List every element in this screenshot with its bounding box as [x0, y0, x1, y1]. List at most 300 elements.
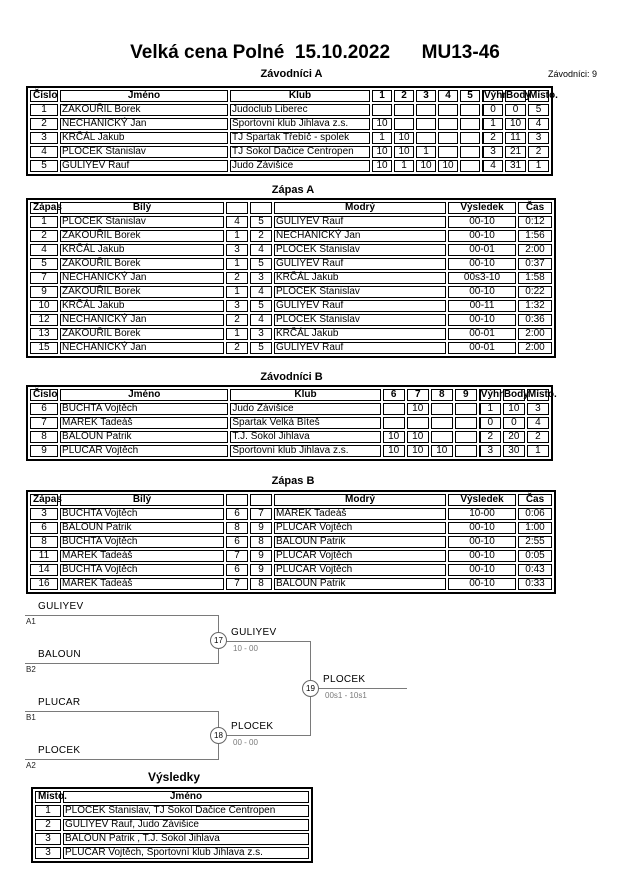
col-header-match-4: 4 [438, 90, 458, 102]
match-row [30, 564, 552, 576]
cell-match-number: 1 [30, 216, 58, 228]
cell-match-number: 11 [30, 550, 58, 562]
match-row [30, 522, 552, 534]
cell-match-score [383, 417, 405, 429]
cell-time: 2:00 [518, 342, 552, 354]
cell-blue-number: 4 [250, 286, 272, 298]
cell-blue-number: 5 [250, 300, 272, 312]
cell-place: 2 [528, 146, 549, 158]
cell-blue-number: 2 [250, 230, 272, 242]
bracket-match-score: 10 - 00 [233, 644, 258, 653]
cell-white-name: ZAKOUŘIL Borek [60, 328, 224, 340]
cell-match-score: 10 [394, 146, 414, 158]
table-header-row [30, 202, 552, 214]
col-header-klub: Klub [230, 90, 370, 102]
bracket-seed: B2 [26, 665, 36, 674]
cell-match-score: 10 [383, 445, 405, 457]
bracket-entrant-name: BALOUN [38, 649, 81, 660]
cell-result: 00-10 [448, 550, 516, 562]
cell-club: T.J. Sokol Jihlava [230, 431, 380, 443]
cell-white-number: 4 [226, 216, 248, 228]
cell-time: 1:56 [518, 230, 552, 242]
cell-wins: 2 [482, 132, 503, 144]
cell-match-number: 6 [30, 522, 58, 534]
cell-match-score: 10 [431, 445, 453, 457]
match-row [30, 300, 552, 312]
bracket-line [317, 688, 407, 689]
col-header-vyhr: Výhr [484, 90, 507, 101]
cell-match-number: 8 [30, 536, 58, 548]
cell-match-number: 2 [30, 230, 58, 242]
cell-blue-number: 9 [250, 550, 272, 562]
cell-number: 5 [30, 160, 58, 172]
bracket-winner-name: PLOCEK [231, 721, 274, 732]
cell-points: 0 [503, 417, 525, 429]
cell-match-score [438, 132, 458, 144]
cell-white-name: ZAKOUŘIL Borek [60, 230, 224, 242]
cell-blue-number: 4 [250, 314, 272, 326]
bracket-seed: A2 [26, 761, 36, 770]
match-row [30, 342, 552, 354]
cell-place: 1 [528, 160, 549, 172]
cell-match-score [455, 403, 477, 415]
section-heading-zapas-b: Zápas B [271, 475, 315, 487]
col-header-modry: Modrý [274, 202, 446, 214]
col-header-jmeno: Jméno [63, 791, 309, 803]
cell-name: ZAKOUŘIL Borek [60, 104, 228, 116]
cell-club: Judoclub Liberec [230, 104, 370, 116]
cell-wins: 0 [479, 417, 501, 429]
cell-time: 2:00 [518, 328, 552, 340]
cell-blue-number: 4 [250, 244, 272, 256]
cell-blue-number: 3 [250, 328, 272, 340]
cell-white-name: NECHANICKÝ Jan [60, 314, 224, 326]
cell-result: 10-00 [448, 508, 516, 520]
match-number-badge: 18 [210, 727, 227, 744]
match-number-badge: 17 [210, 632, 227, 649]
cell-blue-name: PLOCEK Stanislav [274, 286, 446, 298]
page-title: Velká cena Polné 15.10.2022 MU13-46 [130, 42, 500, 63]
match-row [30, 272, 552, 284]
cell-name-club: PLOCEK Stanislav, TJ Sokol Dačice Centropen [63, 805, 309, 817]
cell-blue-number: 3 [250, 272, 272, 284]
cell-time: 0:33 [518, 578, 552, 590]
match-row [30, 244, 552, 256]
cell-name: GULIYEV Rauf [60, 160, 228, 172]
cell-blue-name: PLUCAR Vojtěch [274, 564, 446, 576]
col-header-misto: Místo. [35, 791, 61, 803]
cell-time: 0:12 [518, 216, 552, 228]
cell-blue-number: 8 [250, 578, 272, 590]
bracket-entrant-name: PLOCEK [38, 745, 81, 756]
cell-match-score: 10 [372, 118, 392, 130]
cell-match-score [407, 417, 429, 429]
cell-name: PLUCAR Vojtěch [60, 445, 228, 457]
bracket-entrant-name: PLUCAR [38, 697, 81, 708]
cell-white-number: 1 [226, 286, 248, 298]
table-body [35, 805, 309, 859]
cell-white-name: BUCHTA Vojtěch [60, 508, 224, 520]
cell-match-score [383, 403, 405, 415]
cell-match-number: 13 [30, 328, 58, 340]
cell-white-name: BALOUN Patrik [60, 522, 224, 534]
cell-match-score [438, 118, 458, 130]
col-header-empty [226, 202, 248, 214]
cell-match-score [455, 417, 477, 429]
cell-blue-number: 9 [250, 564, 272, 576]
cell-match-score [460, 146, 480, 158]
table-body [30, 216, 552, 354]
cell-blue-name: GULIYEV Rauf [274, 342, 446, 354]
cell-club: Judo Závišice [230, 160, 370, 172]
cell-number: 1 [30, 104, 58, 116]
cell-name-club: PLUCAR Vojtěch, Sportovní klub Jihlava z.s. [63, 847, 309, 859]
cell-time: 1:32 [518, 300, 552, 312]
competitor-row [30, 445, 549, 457]
cell-name: MAREK Tadeáš [60, 417, 228, 429]
cell-match-score: 1 [416, 146, 436, 158]
cell-result: 00-01 [448, 342, 516, 354]
cell-points: 11 [505, 132, 526, 144]
col-header-empty [250, 202, 272, 214]
cell-white-name: NECHANICKÝ Jan [60, 272, 224, 284]
cell-result: 00-01 [448, 244, 516, 256]
cell-match-number: 9 [30, 286, 58, 298]
col-header-vysledek: Výsledek [448, 202, 516, 214]
cell-number: 4 [30, 146, 58, 158]
cell-match-score [431, 431, 453, 443]
col-header-match-7: 7 [407, 389, 429, 401]
cell-white-name: KRČÁL Jakub [60, 300, 224, 312]
table-vysledky [31, 787, 313, 863]
cell-name: PLOCEK Stanislav [60, 146, 228, 158]
cell-time: 1:00 [518, 522, 552, 534]
result-row [35, 805, 309, 817]
cell-match-score [455, 445, 477, 457]
cell-blue-number: 5 [250, 258, 272, 270]
col-header-match-1: 1 [372, 90, 392, 102]
cell-match-number: 16 [30, 578, 58, 590]
match-row [30, 578, 552, 590]
match-row [30, 258, 552, 270]
cell-match-number: 5 [30, 258, 58, 270]
table-header-row [30, 90, 549, 102]
col-header-klub: Klub [230, 389, 380, 401]
bracket-line [25, 759, 218, 760]
cell-time: 1:58 [518, 272, 552, 284]
cell-match-score [460, 118, 480, 130]
bracket-seed: B1 [26, 713, 36, 722]
cell-place: 1 [35, 805, 61, 817]
cell-blue-name: PLUCAR Vojtěch [274, 522, 446, 534]
cell-blue-name: KRČÁL Jakub [274, 328, 446, 340]
cell-white-number: 3 [226, 300, 248, 312]
cell-match-score [416, 118, 436, 130]
table-header-row [30, 494, 552, 506]
col-header-cislo: Číslo [30, 389, 58, 401]
cell-blue-number: 8 [250, 536, 272, 548]
cell-match-score [460, 160, 480, 172]
table-header-row [30, 389, 549, 401]
cell-white-number: 8 [226, 522, 248, 534]
cell-blue-name: GULIYEV Rauf [274, 216, 446, 228]
cell-time: 0:05 [518, 550, 552, 562]
col-header-bily: Bílý [60, 202, 224, 214]
match-row [30, 230, 552, 242]
bracket-match-score: 00 - 00 [233, 738, 258, 747]
col-header-cas: Čas [518, 494, 552, 506]
cell-match-number: 4 [30, 244, 58, 256]
cell-wins: 0 [482, 104, 503, 116]
col-header-cas: Čas [518, 202, 552, 214]
competitor-row [30, 146, 549, 158]
col-header-match-8: 8 [431, 389, 453, 401]
cell-points: 30 [503, 445, 525, 457]
cell-match-score [438, 104, 458, 116]
bracket-seed: A1 [26, 617, 36, 626]
cell-match-score: 10 [407, 431, 429, 443]
cell-result: 00-10 [448, 314, 516, 326]
cell-place: 3 [35, 833, 61, 845]
cell-match-score [416, 104, 436, 116]
cell-match-score [455, 431, 477, 443]
cell-white-number: 2 [226, 342, 248, 354]
cell-white-number: 2 [226, 314, 248, 326]
col-header-jmeno: Jméno [60, 90, 228, 102]
cell-points: 0 [505, 104, 526, 116]
competitor-row [30, 417, 549, 429]
col-header-match-5: 5 [460, 90, 480, 102]
cell-match-score: 10 [383, 431, 405, 443]
cell-result: 00-10 [448, 522, 516, 534]
cell-match-number: 7 [30, 272, 58, 284]
cell-match-score [394, 118, 414, 130]
competitor-row [30, 104, 549, 116]
cell-match-score: 1 [394, 160, 414, 172]
cell-name: NECHANICKÝ Jan [60, 118, 228, 130]
cell-club: Sportovní klub Jihlava z.s. [230, 445, 380, 457]
match-row [30, 216, 552, 228]
cell-result: 00s3-10 [448, 272, 516, 284]
cell-time: 0:43 [518, 564, 552, 576]
cell-number: 9 [30, 445, 58, 457]
section-heading-zavodnici-a: Závodníci A [260, 68, 323, 80]
cell-points: 31 [505, 160, 526, 172]
cell-result: 00-10 [448, 578, 516, 590]
cell-match-score [460, 104, 480, 116]
cell-white-number: 3 [226, 244, 248, 256]
cell-white-name: NECHANICKÝ Jan [60, 342, 224, 354]
competitor-row [30, 118, 549, 130]
cell-white-number: 6 [226, 508, 248, 520]
cell-white-number: 1 [226, 328, 248, 340]
cell-place: 2 [527, 431, 549, 443]
match-row [30, 508, 552, 520]
cell-white-name: MAREK Tadeáš [60, 550, 224, 562]
cell-match-number: 10 [30, 300, 58, 312]
cell-match-number: 15 [30, 342, 58, 354]
bracket-winner-name: GULIYEV [231, 627, 277, 638]
cell-club: Sportovní klub Jihlava z.s. [230, 118, 370, 130]
cell-match-score: 10 [407, 445, 429, 457]
cell-blue-name: GULIYEV Rauf [274, 258, 446, 270]
cell-time: 0:22 [518, 286, 552, 298]
cell-number: 3 [30, 132, 58, 144]
result-row [35, 833, 309, 845]
cell-match-score: 10 [372, 146, 392, 158]
col-header-cislo: Číslo [30, 90, 58, 102]
col-header-match-9: 9 [455, 389, 477, 401]
cell-time: 0:37 [518, 258, 552, 270]
cell-blue-name: NECHANICKÝ Jan [274, 230, 446, 242]
cell-place: 5 [528, 104, 549, 116]
cell-points: 10 [503, 403, 525, 415]
cell-name: BUCHTA Vojtěch [60, 403, 228, 415]
section-heading-vysledky: Výsledky [147, 770, 201, 784]
cell-result: 00-11 [448, 300, 516, 312]
cell-white-name: MAREK Tadeáš [60, 578, 224, 590]
cell-number: 8 [30, 431, 58, 443]
cell-white-number: 1 [226, 230, 248, 242]
cell-time: 0:36 [518, 314, 552, 326]
bracket-line [25, 711, 218, 712]
cell-match-score [460, 132, 480, 144]
section-heading-zapas-a: Zápas A [271, 184, 315, 196]
cell-blue-number: 5 [250, 342, 272, 354]
cell-wins: 1 [479, 403, 501, 415]
col-header-body: Body [503, 389, 529, 400]
bracket-winner-name: PLOCEK [323, 674, 366, 685]
cell-white-number: 7 [226, 550, 248, 562]
cell-number: 7 [30, 417, 58, 429]
col-header-vyhr: Výhr [480, 389, 504, 400]
cell-white-name: BUCHTA Vojtěch [60, 536, 224, 548]
cell-result: 00-10 [448, 230, 516, 242]
cell-place: 2 [35, 819, 61, 831]
col-header-zapas: Zápas [30, 494, 58, 506]
cell-number: 2 [30, 118, 58, 130]
competitor-row [30, 132, 549, 144]
cell-white-name: ZAKOUŘIL Borek [60, 258, 224, 270]
cell-match-number: 14 [30, 564, 58, 576]
table-body [30, 104, 549, 172]
cell-place: 3 [35, 847, 61, 859]
cell-match-score: 10 [438, 160, 458, 172]
cell-wins: 3 [479, 445, 501, 457]
table-zavodnici-b [26, 385, 557, 461]
col-header-misto: Místo. [529, 90, 558, 101]
cell-match-score [416, 132, 436, 144]
cell-name: BALOUN Patrik [60, 431, 228, 443]
col-header-empty [226, 494, 248, 506]
cell-blue-name: GULIYEV Rauf [274, 300, 446, 312]
cell-time: 2:55 [518, 536, 552, 548]
cell-place: 4 [528, 118, 549, 130]
bracket-match-score: 00s1 - 10s1 [325, 691, 367, 700]
col-header-misto: Místo. [527, 389, 557, 400]
col-header-vysledek: Výsledek [448, 494, 516, 506]
cell-time: 2:00 [518, 244, 552, 256]
cell-time: 0:06 [518, 508, 552, 520]
cell-result: 00-10 [448, 564, 516, 576]
cell-name-club: GULIYEV Rauf, Judo Závišice [63, 819, 309, 831]
cell-club: TJ Spartak Třebíč - spolek [230, 132, 370, 144]
cell-wins: 2 [479, 431, 501, 443]
cell-match-score [431, 417, 453, 429]
cell-points: 10 [505, 118, 526, 130]
cell-white-number: 1 [226, 258, 248, 270]
cell-white-number: 6 [226, 564, 248, 576]
bracket-line [218, 735, 310, 736]
match-row [30, 550, 552, 562]
competitor-row [30, 160, 549, 172]
result-row [35, 819, 309, 831]
cell-match-score [431, 403, 453, 415]
col-header-match-3: 3 [416, 90, 436, 102]
cell-result: 00-10 [448, 536, 516, 548]
col-header-zapas: Zápas [30, 202, 58, 214]
result-row [35, 847, 309, 859]
cell-blue-number: 7 [250, 508, 272, 520]
match-row [30, 536, 552, 548]
cell-white-number: 7 [226, 578, 248, 590]
competitors-count: Závodníci: 9 [547, 69, 597, 79]
cell-match-score [394, 104, 414, 116]
cell-match-score: 10 [394, 132, 414, 144]
cell-match-score: 10 [416, 160, 436, 172]
cell-blue-number: 5 [250, 216, 272, 228]
cell-blue-name: KRČÁL Jakub [274, 272, 446, 284]
bracket-line [218, 641, 310, 642]
cell-wins: 1 [482, 118, 503, 130]
cell-place: 1 [527, 445, 549, 457]
cell-blue-name: PLOCEK Stanislav [274, 244, 446, 256]
bracket-line [25, 663, 218, 664]
cell-club: TJ Sokol Dačice Centropen [230, 146, 370, 158]
cell-points: 21 [505, 146, 526, 158]
cell-white-number: 2 [226, 272, 248, 284]
col-header-bily: Bílý [60, 494, 224, 506]
cell-match-score [372, 104, 392, 116]
cell-white-name: ZAKOUŘIL Borek [60, 286, 224, 298]
cell-name: KRČÁL Jakub [60, 132, 228, 144]
cell-wins: 4 [482, 160, 503, 172]
col-header-jmeno: Jméno [60, 389, 228, 401]
cell-match-number: 3 [30, 508, 58, 520]
col-header-match-6: 6 [383, 389, 405, 401]
competitor-row [30, 403, 549, 415]
bracket-line [25, 615, 218, 616]
cell-result: 00-10 [448, 286, 516, 298]
cell-name-club: BALOUN Patrik , T.J. Sokol Jihlava [63, 833, 309, 845]
cell-match-score [438, 146, 458, 158]
cell-wins: 3 [482, 146, 503, 158]
col-header-modry: Modrý [274, 494, 446, 506]
cell-result: 00-10 [448, 258, 516, 270]
table-body [30, 403, 549, 457]
cell-match-score: 10 [407, 403, 429, 415]
col-header-empty [250, 494, 272, 506]
cell-white-name: KRČÁL Jakub [60, 244, 224, 256]
cell-blue-name: MAREK Tadeáš [274, 508, 446, 520]
match-row [30, 314, 552, 326]
cell-club: Judo Závišice [230, 403, 380, 415]
competitor-row [30, 431, 549, 443]
cell-club: Spartak Velká Bíteš [230, 417, 380, 429]
cell-place: 4 [527, 417, 549, 429]
cell-result: 00-10 [448, 216, 516, 228]
match-row [30, 328, 552, 340]
